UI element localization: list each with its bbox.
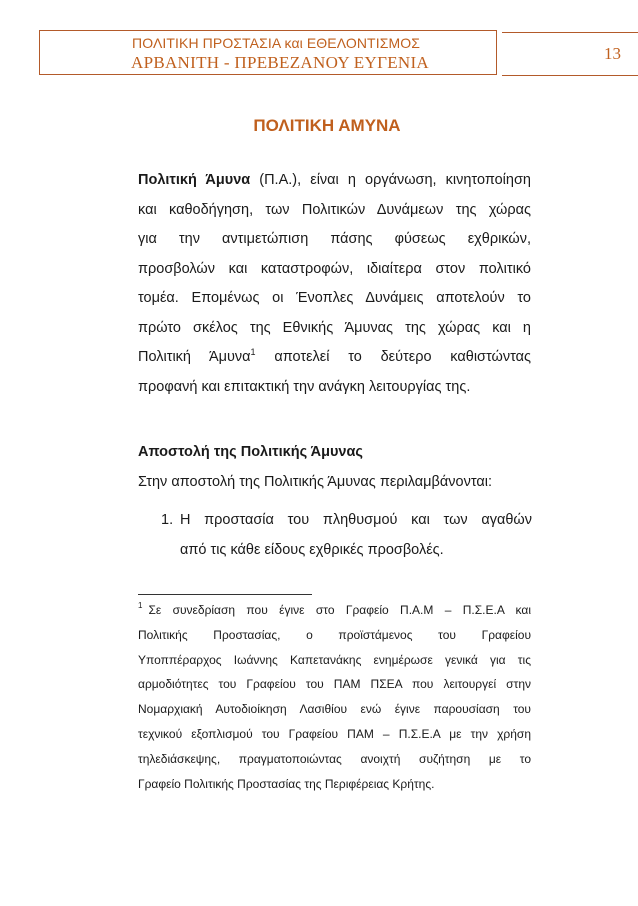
footnote-line: αρμοδιότητες του Γραφείου του ΠΑΜ ΠΣΕΑ που λειτουργεί στην bbox=[138, 677, 531, 692]
footnote-line: Γραφείο Πολιτικής Προστασίας της Περιφέρειας Κρήτης. bbox=[138, 776, 435, 791]
footnote-marker: 1 bbox=[138, 601, 143, 610]
footnote-line: Υποππέραρχος Ιωάννης Καπετανάκης ενημέρωσε γενικά για τις bbox=[138, 652, 531, 667]
intro-line-text: (Π.Α.), είναι η οργάνωση, κινητοποίηση bbox=[250, 172, 531, 188]
intro-line: και καθοδήγηση, των Πολιτικών Δυνάμεων της χώρας bbox=[138, 201, 531, 218]
section bbox=[138, 438, 531, 497]
intro-bold-term: Πολιτική Άμυνα bbox=[138, 172, 251, 188]
footnote-line: τηλεδιάσκεψης, πραγματοποιώντας ανοιχτή συζήτηση με το bbox=[138, 751, 531, 766]
intro-line-text: Πολιτική Άμυνα bbox=[138, 349, 251, 365]
intro-line bbox=[138, 343, 531, 373]
list-item-line: Η προστασία του πληθυσμού και των αγαθών bbox=[180, 512, 532, 528]
footnote bbox=[138, 598, 531, 796]
footnote-line bbox=[138, 598, 531, 623]
intro-line bbox=[138, 166, 531, 196]
intro-line: για την αντιμετώπιση πάσης φύσεως εχθρικών, bbox=[138, 231, 531, 247]
footnote-line-text: Σε συνεδρίαση που έγινε στο Γραφείο Π.Α.Μ – Π.Σ.Ε.Α και bbox=[148, 603, 531, 617]
page-number: 13 bbox=[604, 44, 621, 63]
footnote-reference[interactable]: 1 bbox=[250, 347, 256, 357]
intro-line: προσβολών και καταστροφών, ιδιαίτερα στον πολιτικό bbox=[138, 260, 531, 277]
intro-line: προφανή και επιτακτική την ανάγκη λειτουργίας της. bbox=[138, 378, 471, 395]
list-item-number: 1. bbox=[161, 512, 174, 528]
header-author: ΑΡΒΑΝΙΤΗ - ΠΡΕΒΕΖΑΝΟΥ ΕΥΓΕΝΙΑ bbox=[131, 53, 429, 72]
page-title: ΠΟΛΙΤΙΚΗ ΑΜΥΝΑ bbox=[253, 116, 401, 135]
footnote-line: τεχνικού εξοπλισμού του Γραφείου ΠΑΜ – Π.Σ.Ε.Α με την χρήση bbox=[138, 726, 531, 741]
intro-line: τομέα. Επομένως οι Ένοπλες Δυνάμεις αποτελούν το bbox=[138, 290, 531, 306]
list-item-line: από τις κάθε είδους εχθρικές προσβολές. bbox=[180, 541, 444, 558]
footnote-separator bbox=[138, 594, 312, 595]
section-heading-text: Αποστολή της Πολιτικής Άμυνας bbox=[138, 444, 363, 460]
section-heading bbox=[138, 438, 531, 468]
header-topic: ΠΟΛΙΤΙΚΗ ΠΡΟΣΤΑΣΙΑ και ΕΘΕΛΟΝΤΙΣΜΟΣ bbox=[132, 35, 420, 51]
list-item-text bbox=[180, 506, 532, 565]
footnote-line: Πολιτικής Προστασίας, ο προϊστάμενος του Γραφείου bbox=[138, 627, 531, 642]
intro-paragraph bbox=[138, 166, 531, 402]
footnote-line: Νομαρχιακή Αυτοδιοίκηση Λασιθίου ενώ έγινε παρουσίαση του bbox=[138, 702, 531, 717]
section-lead: Στην αποστολή της Πολιτικής Άμυνας περιλαμβάνονται: bbox=[138, 473, 492, 490]
intro-line: πρώτο σκέλος της Εθνικής Άμυνας της χώρας και η bbox=[138, 319, 531, 336]
intro-line-text: αποτελεί το δεύτερο καθιστώντας bbox=[255, 349, 531, 365]
